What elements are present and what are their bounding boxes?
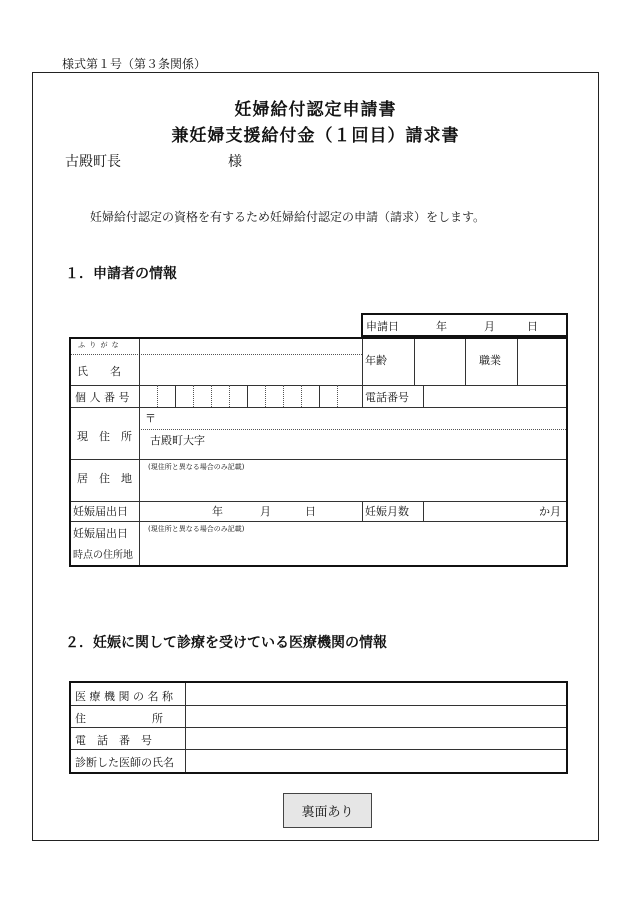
pregnancy-months-label: 妊娠月数 [365,505,409,518]
section2-heading: ２．妊娠に関して診療を受けている医療機関の情報 [65,635,387,651]
form-reference: 様式第１号（第３条関係） [62,57,207,71]
address-prefill: 古殿町大字 [150,434,205,447]
intro-text: 妊婦給付認定の資格を有するため妊婦給付認定の申請（請求）をします。 [90,210,486,224]
report-address-note: (現住所と異なる場合のみ記載) [148,525,245,533]
address-label: 現 住 所 [77,430,132,443]
residence-note: (現住所と異なる場合のみ記載) [148,463,245,471]
report-address-line2: 時点の住所地 [73,550,133,561]
furigana-label: ふ り が な [78,341,120,349]
postal-mark: 〒 [145,412,156,425]
age-label: 年齢 [365,354,387,367]
pregnancy-report-date-label: 妊娠届出日 [73,505,128,518]
honorific: 様 [228,154,242,170]
medical-address-label: 住 所 [75,712,163,725]
title-line2: 兼妊婦支援給付金（１回目）請求書 [171,126,460,146]
report-year: 年 [212,505,223,518]
application-date-month: 月 [484,320,495,333]
application-date-day: 日 [527,320,538,333]
back-side-note: 裏面あり [283,793,372,828]
application-date-label: 申請日 [366,320,399,333]
applicant-table [69,337,568,567]
occupation-label: 職業 [479,354,501,367]
phone-label: 電話番号 [365,391,409,404]
individual-number-label: 個 人 番 号 [75,391,130,404]
report-address-line1: 妊娠届出日 [73,527,128,540]
addressee: 古殿町長 [65,154,121,170]
doctor-name-label: 診断した医師の氏名 [75,756,174,769]
medical-name-label: 医 療 機 関 の 名 称 [75,690,173,703]
report-day: 日 [305,505,316,518]
name-label: 氏 名 [77,365,121,378]
medical-phone-label: 電 話 番 号 [75,734,152,747]
months-unit: か月 [539,505,561,518]
application-date-year: 年 [436,320,447,333]
report-month: 月 [260,505,271,518]
title-line1: 妊婦給付認定申請書 [234,100,397,120]
residence-label: 居 住 地 [77,472,132,485]
section1-heading: １．申請者の情報 [65,266,177,282]
